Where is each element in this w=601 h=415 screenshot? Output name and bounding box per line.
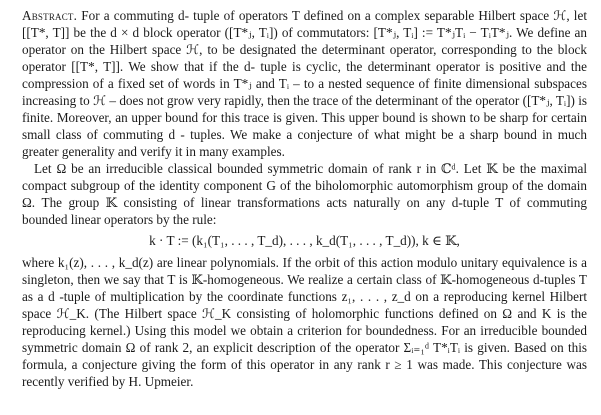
display-equation: k · T := (k₁(T₁, . . . , T_d), . . . , k_d(T₁, . . . , T_d)), k ∈ 𝕂, (149, 233, 460, 248)
paper-page (22, 7, 587, 390)
body-paragraph-2: where k₁(z), . . . , k_d(z) are linear polynomials. If the orbit of this action modulo unitary equivalence is a singleton, then we say that T is 𝕂-homogeneous. We realize a certain class of 𝕂-homogeneous d-tuples T as a d -tuple of multiplication by the coordinate functions z₁, . . . , z_d on a reproducing kernel Hilbert space ℋ_K. (The Hilbert space ℋ_K consisting of holomorphic functions defined on Ω and K is the reproducing kernel.) Using this model we obtain a criterion for boundedness. For an irreducible bounded symmetric domain Ω of rank 2, an explicit description of the operator Σᵢ₌₁ᵈ T*ᵢTᵢ is given. Based on this formula, a conjecture giving the form of this operator in any rank r ≥ 1 was made. This conjecture was recently verified by H. Upmeier. (22, 255, 587, 389)
abstract-paragraph (22, 7, 587, 160)
body-paragraph-1: Let Ω be an irreducible classical bounded symmetric domain of rank r in ℂᵈ. Let 𝕂 be the maximal compact subgroup of the identity component G of the biholomorphic automorphism group of the domain Ω. The group 𝕂 consisting of linear transformations acts naturally on any d-tuple T of commuting bounded linear operators by the rule: (22, 161, 587, 227)
abstract-label: Abstract. (22, 8, 78, 23)
abstract-text: For a commuting d- tuple of operators T defined on a complex separable Hilbert space ℋ, let [[T*, T]] be the d × d block operator ([T*ⱼ, Tᵢ]) of commutators: [T*ⱼ, Tᵢ] := T*ⱼTᵢ − TᵢT*ⱼ. We define an operator on the Hilbert space ℋ, to be designated the determinant operator, corresponding to the block operator [[T*, T]]. We show that if the d- tuple is cyclic, the determinant operator is positive and the compression of a fixed set of words in T*ⱼ and Tᵢ – to a nested sequence of finite dimensional subspaces increasing to ℋ – does not grow very rapidly, then the trace of the determinant of the operator ([T*ⱼ, Tᵢ]) is finite. Moreover, an upper bound for this trace is given. This upper bound is shown to be sharp for certain small class of commuting d - tuples. We make a conjecture of what might be a sharp bound in much greater generality and verify it in many examples. (22, 8, 587, 159)
